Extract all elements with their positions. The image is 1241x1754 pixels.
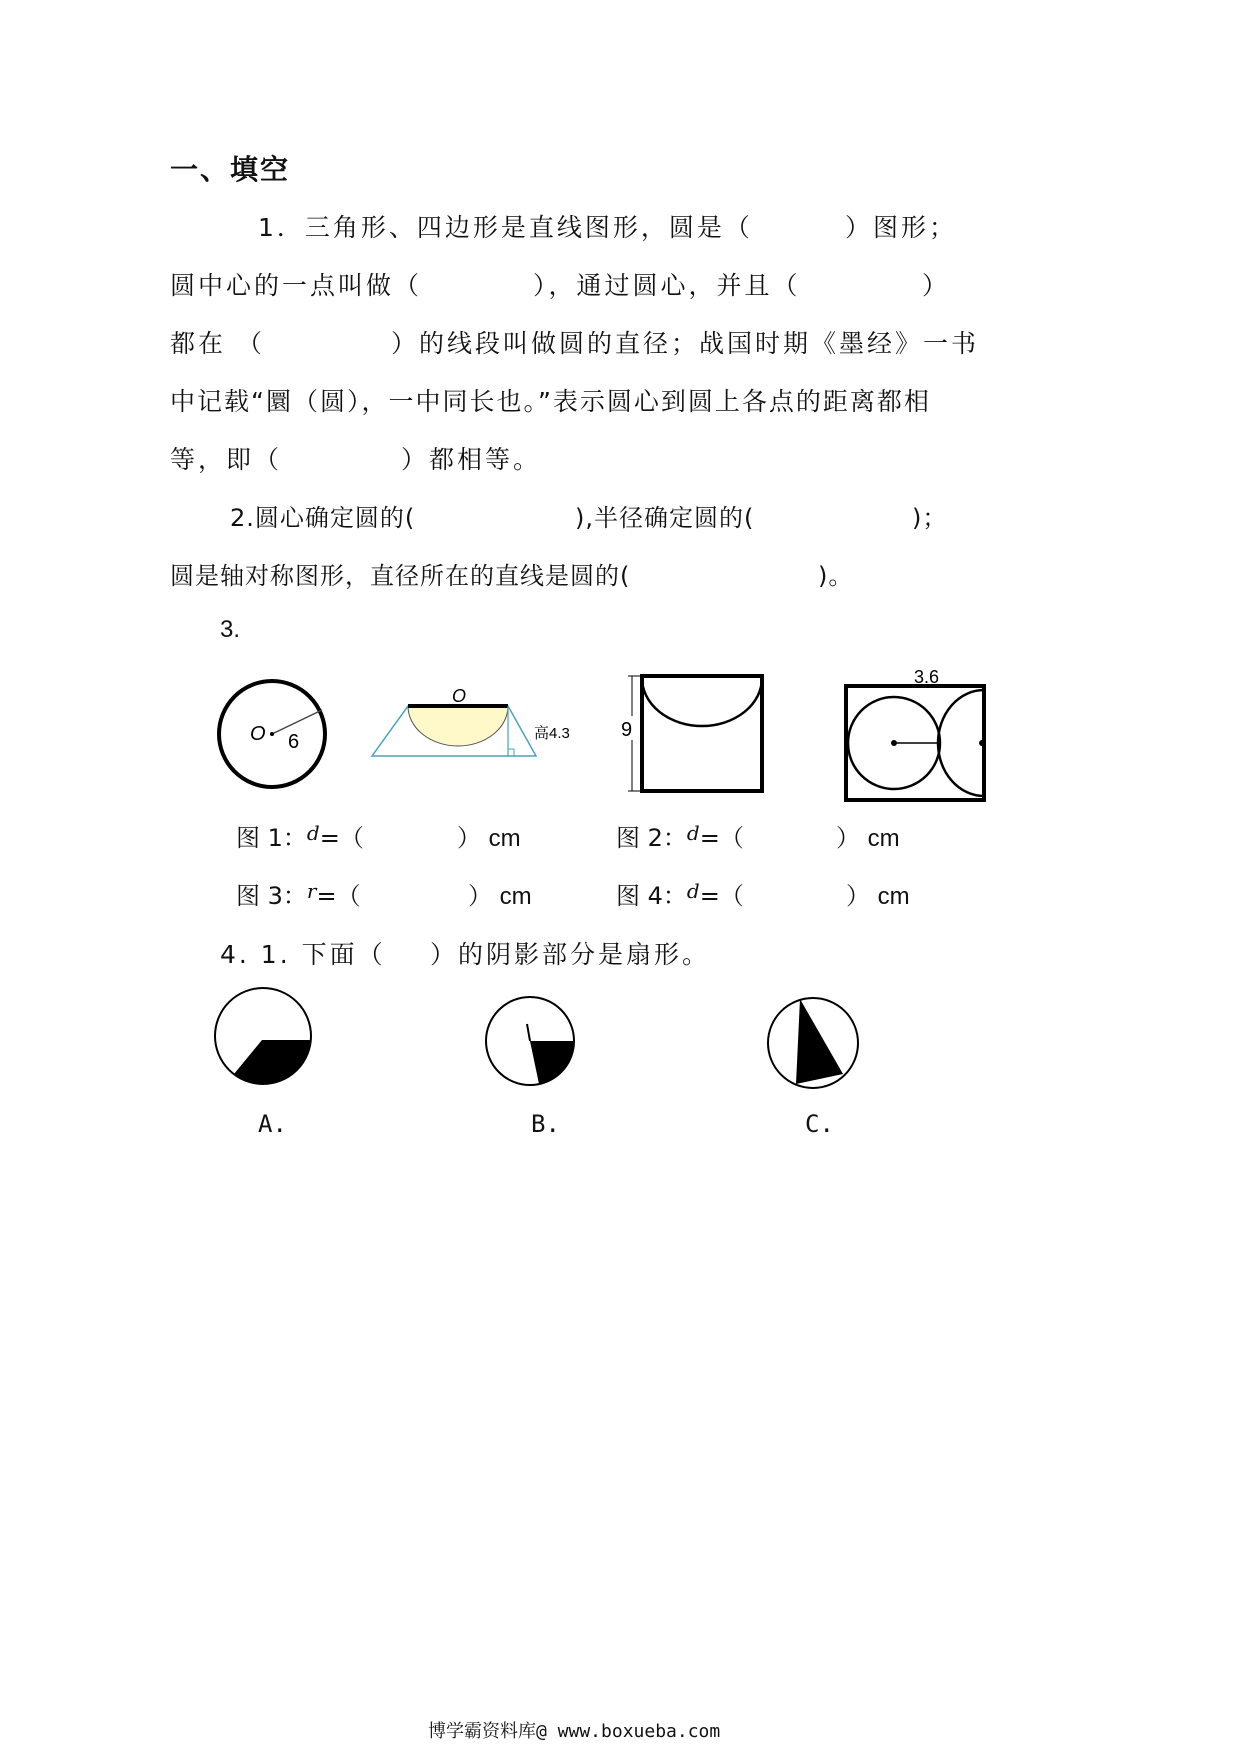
q2-line1-start: 2.圆心确定圆的( bbox=[230, 504, 416, 532]
fig2-unit: cm bbox=[867, 825, 900, 852]
q2-line1-end: )； bbox=[912, 504, 948, 532]
option-c-label: C. bbox=[805, 1110, 834, 1138]
q1-line1-start: 1．三角形、四边形是直线图形，圆是（ bbox=[258, 213, 753, 242]
q2-line2-end: )。 bbox=[818, 562, 854, 590]
fig2-height-label: 高4.3 bbox=[534, 725, 570, 742]
fig3-answer bbox=[236, 876, 361, 911]
fig1-close-paren: ） bbox=[457, 824, 481, 852]
fig1-answer-var: d bbox=[306, 821, 320, 845]
fig2-answer bbox=[616, 818, 744, 853]
fig1-center-label: O bbox=[250, 723, 266, 745]
q1-line5-start: 等，即（ bbox=[170, 445, 283, 474]
fig1-radius-label: 6 bbox=[288, 731, 300, 753]
fig2-answer-eq: =（ bbox=[699, 824, 744, 852]
option-a-label: A. bbox=[258, 1110, 287, 1138]
option-b-label: B. bbox=[531, 1110, 560, 1138]
figure-3-square bbox=[612, 668, 772, 798]
fig1-answer-prefix: 图 1： bbox=[236, 824, 307, 852]
q1-line3-start: 都在 （ bbox=[170, 329, 265, 358]
q1-line1-end: ）图形； bbox=[845, 213, 958, 242]
fig1-unit: cm bbox=[488, 825, 521, 852]
fig1-answer-close bbox=[457, 818, 521, 853]
fig4-answer-prefix: 图 4： bbox=[616, 882, 687, 910]
fig4-answer bbox=[616, 876, 744, 911]
option-c-circle bbox=[763, 993, 863, 1093]
q2-line2-start: 圆是轴对称图形，直径所在的直线是圆的( bbox=[170, 562, 631, 590]
fig3-answer-close bbox=[468, 876, 532, 911]
fig4-unit: cm bbox=[877, 883, 910, 910]
q1-line4: 中记载“圜（圆），一中同长也。”表示圆心到圆上各点的距离都相 bbox=[170, 387, 931, 416]
figure-1-circle bbox=[210, 678, 340, 798]
fig2-close-paren: ） bbox=[836, 824, 860, 852]
fig2-answer-var: d bbox=[686, 821, 700, 845]
fig4-answer-var: d bbox=[686, 879, 700, 903]
fig4-answer-eq: =（ bbox=[699, 882, 744, 910]
fig3-answer-prefix: 图 3： bbox=[236, 882, 307, 910]
q1-line2-mid: ），通过圆心，并且（ bbox=[533, 271, 801, 300]
fig4-close-paren: ） bbox=[846, 882, 870, 910]
option-b-circle bbox=[481, 992, 579, 1090]
q1-line2-start: 圆中心的一点叫做（ bbox=[170, 271, 423, 300]
fig2-answer-prefix: 图 2： bbox=[616, 824, 687, 852]
section-title: 一、填空 bbox=[170, 153, 291, 186]
q2-line1-mid: ),半径确定圆的( bbox=[575, 504, 755, 532]
q1-line3-end: ）的线段叫做圆的直径；战国时期《墨经》一书 bbox=[391, 329, 980, 358]
fig3-answer-eq: =（ bbox=[316, 882, 361, 910]
fig3-answer-var: r bbox=[306, 879, 317, 903]
fig1-answer bbox=[236, 818, 364, 853]
fig4-answer-close bbox=[846, 876, 910, 911]
fig4-top-label: 3.6 bbox=[914, 667, 940, 687]
q1-line2-end: ） bbox=[922, 271, 951, 300]
figure-4-rectangle bbox=[842, 666, 1002, 806]
figure-2-trapezoid bbox=[368, 688, 598, 768]
option-a-circle bbox=[210, 983, 316, 1089]
q1-line5-end: ）都相等。 bbox=[401, 445, 542, 474]
fig2-top-label: O bbox=[452, 686, 467, 706]
fig3-unit: cm bbox=[499, 883, 532, 910]
q3-number: 3. bbox=[220, 616, 241, 643]
fig3-close-paren: ） bbox=[468, 882, 492, 910]
footer-watermark: 博学霸资料库@ www.boxueba.com bbox=[428, 1721, 721, 1742]
fig3-side-label: 9 bbox=[621, 719, 633, 741]
fig1-answer-eq: =（ bbox=[319, 824, 364, 852]
fig2-answer-close bbox=[836, 818, 900, 853]
q4-text-start: 4. 1. 下面（ bbox=[220, 940, 386, 969]
q4-text-end: ）的阴影部分是扇形。 bbox=[430, 940, 711, 969]
